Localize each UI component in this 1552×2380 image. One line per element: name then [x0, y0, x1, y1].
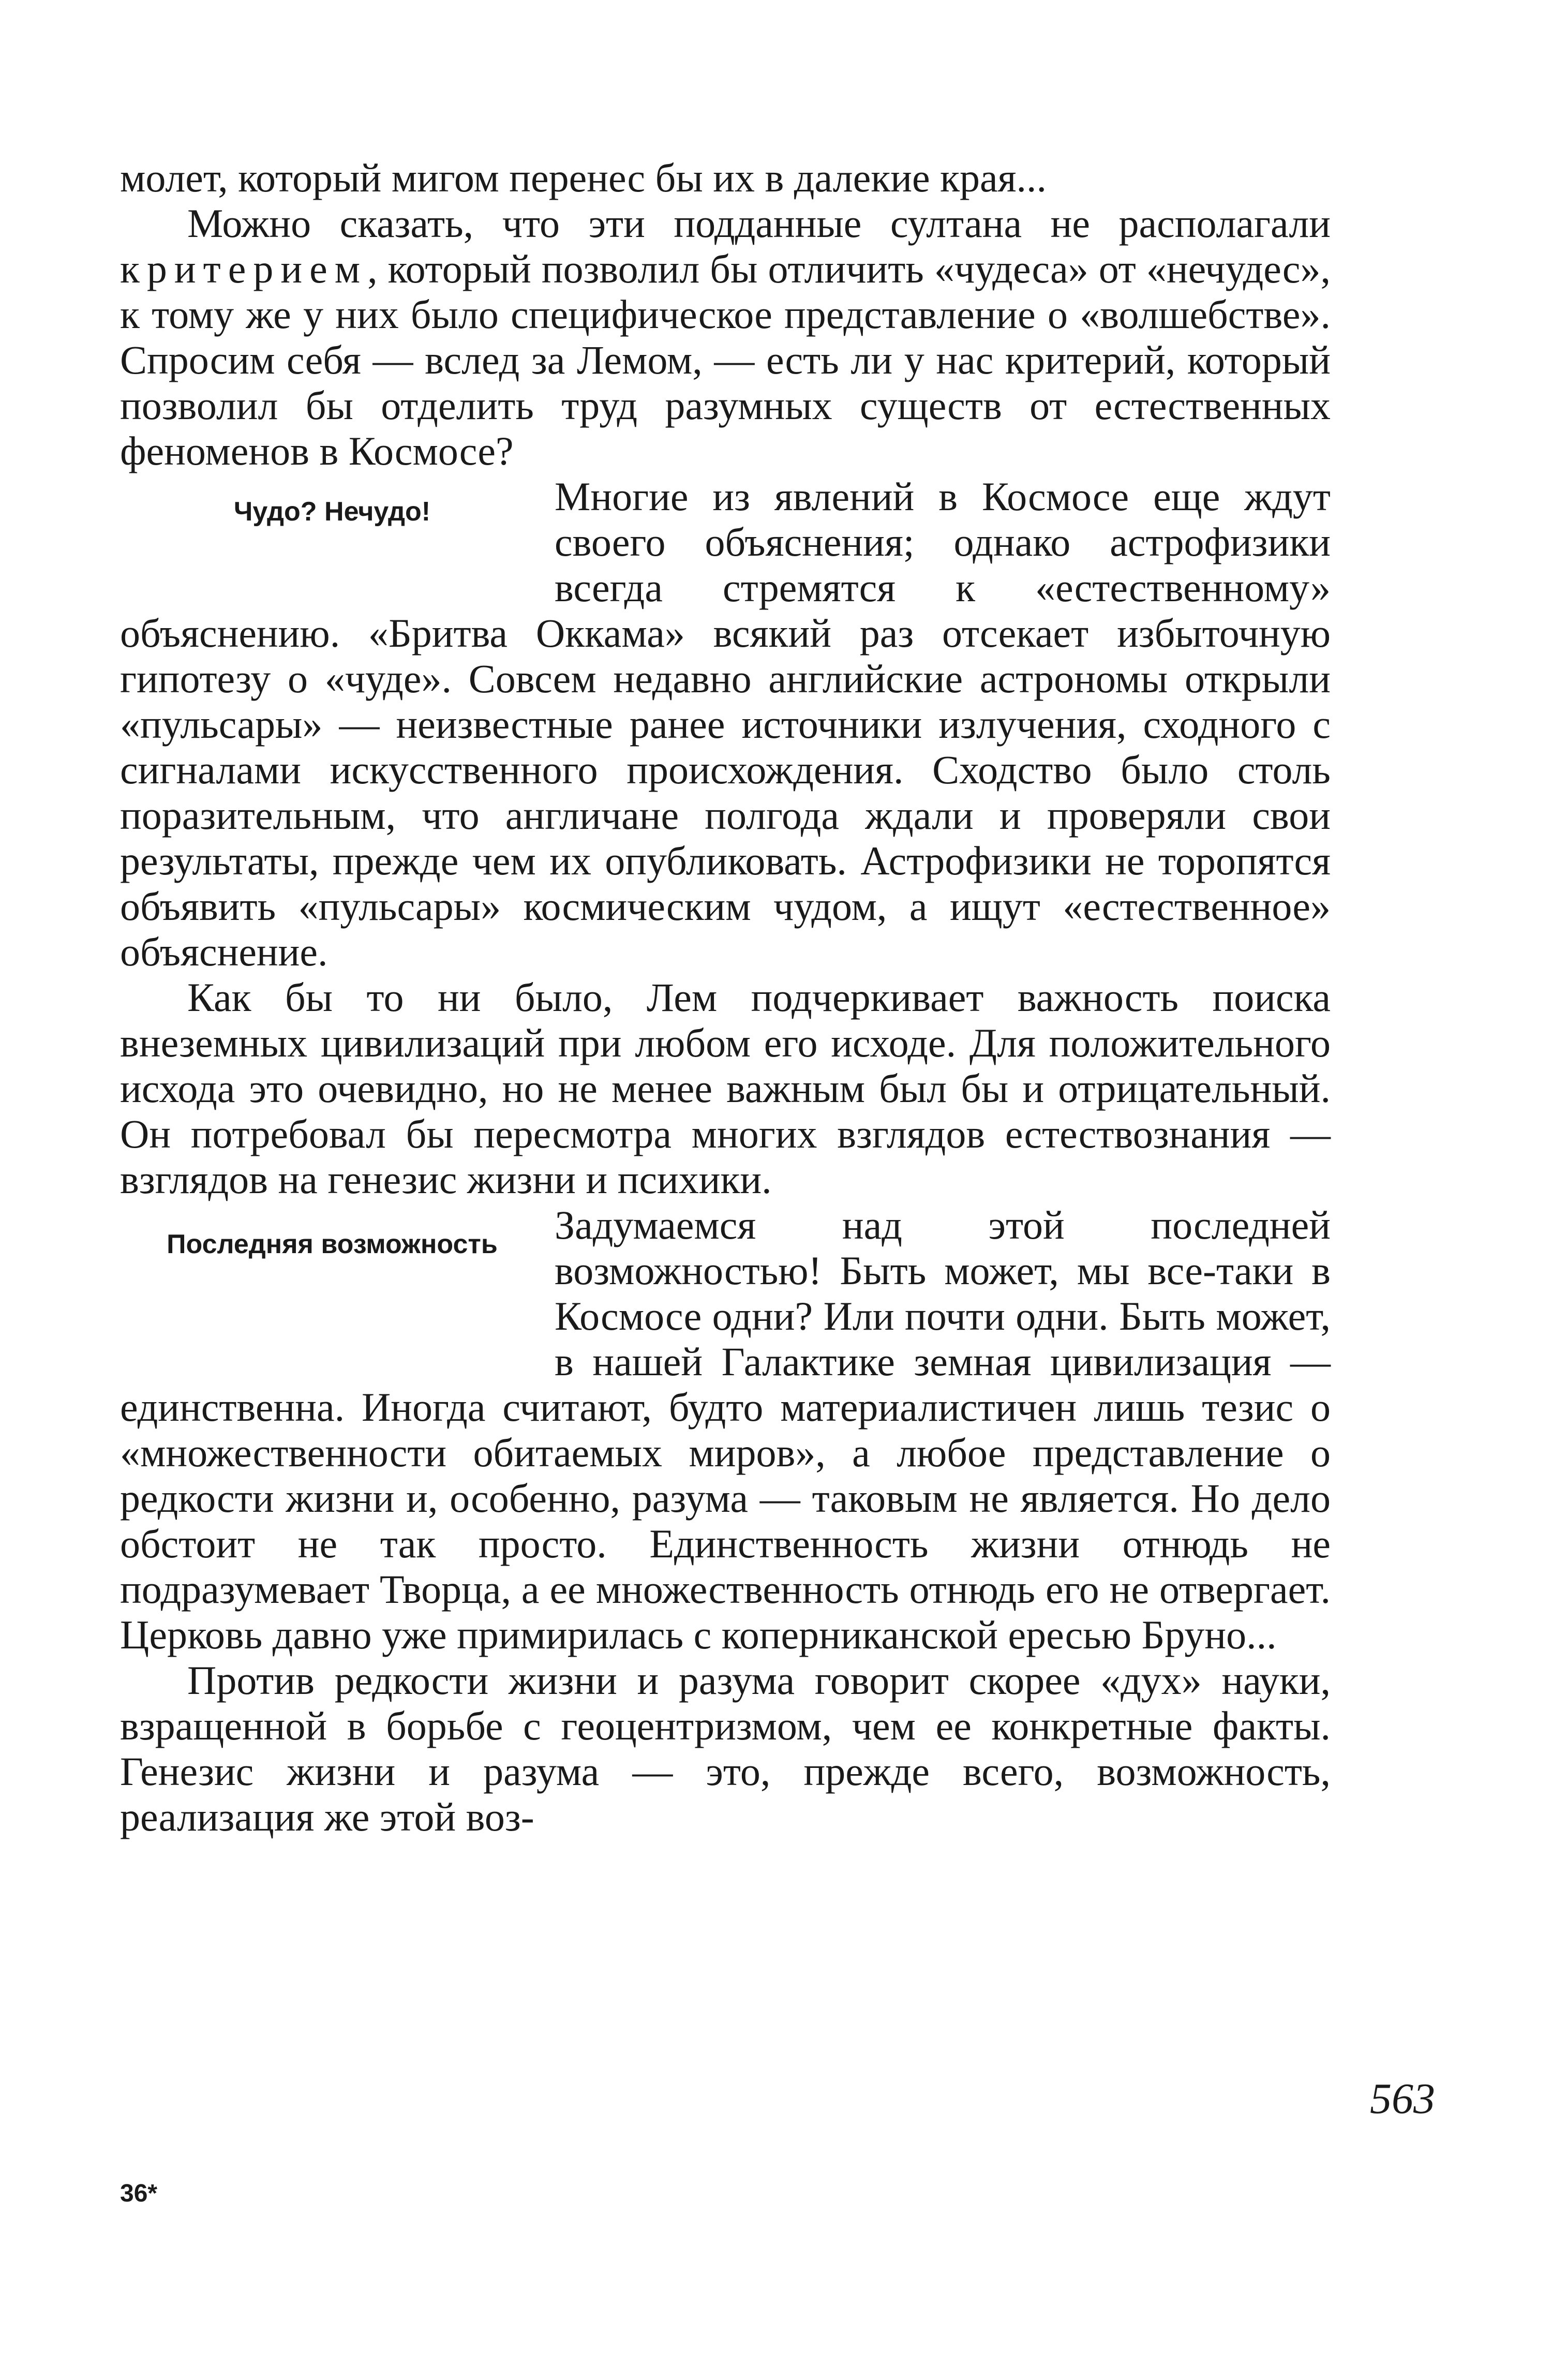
- paragraph-continuation: молет, который мигом перенес бы их в далекие края...: [120, 155, 1047, 200]
- sidenote-miracle: Чудо? Нечудо!: [233, 497, 431, 527]
- paragraph-criterion: [120, 201, 1331, 474]
- text-column: [120, 155, 1331, 1840]
- paragraph-rarity: Против редкости жизни и разума говорит скорее «дух» науки, взращенной в борьбе с геоцентризмом, чем ее конкретные факты. Генезис жизни и разума — это, прежде всего, возможность, реализация же этой воз-: [120, 1658, 1331, 1839]
- paragraph-search: Как бы то ни было, Лем подчеркивает важность поиска внеземных цивилизаций при любом его исходе. Для положительного исхода это очевидно, но не менее важным был бы и отрицательный. Он потребовал бы пересмотра многих взглядов естествознания — взглядов на генезис жизни и психики.: [120, 975, 1331, 1202]
- paragraph-criterion-end: , который позволил бы отличить «чудеса» от «нечудес», к тому же у них было специфическое представление о «волшебстве». Спросим себя — вслед за Лемом, — есть ли у нас критерий, который позволил бы отделить труд разумных существ от естественных феноменов в Космосе?: [120, 246, 1331, 473]
- paragraph-alone: Задумаемся над этой последней возможностью! Быть может, мы все-таки в Космосе одни? Или почти одни. Быть может, в нашей Галактике земная цивилизация — единственна. Иногда считают, будто материалистичен лишь тезис о «множественности обитаемых миров», а любое представление о редкости жизни и, особенно, разума — таковым не является. Но дело обстоит не так просто. Единственность жизни отнюдь не подразумевает Творца, а ее множественность отнюдь его не отвергает. Церковь давно уже примирилась с коперниканской ересью Бруно...: [120, 1202, 1331, 1657]
- emphasized-word-criterion: критерием: [120, 246, 368, 291]
- section-miracle: [120, 474, 1331, 975]
- sidenote-last-possibility: Последняя возможность: [167, 1229, 498, 1259]
- paragraph-pulsars: Многие из явлений в Космосе еще ждут своего объяснения; однако астрофизики всегда стремятся к «естественному» объяснению. «Бритва Оккама» всякий раз отсекает избыточную гипотезу о «чуде». Совсем недавно английские астрономы открыли «пульсары» — неизвестные ранее источники излучения, сходного с сигналами искусственного происхождения. Сходство было столь поразительным, что англичане полгода ждали и проверяли свои результаты, прежде чем их опубликовать. Астрофизики не торопятся объявить «пульсары» космическим чудом, а ищут «естественное» объяснение.: [120, 474, 1331, 974]
- paragraph-criterion-start: Можно сказать, что эти подданные султана не располагали: [187, 201, 1331, 246]
- section-last-possibility: [120, 1202, 1331, 1658]
- signature-mark: 36*: [120, 2180, 158, 2207]
- page-number: 563: [1370, 2075, 1435, 2123]
